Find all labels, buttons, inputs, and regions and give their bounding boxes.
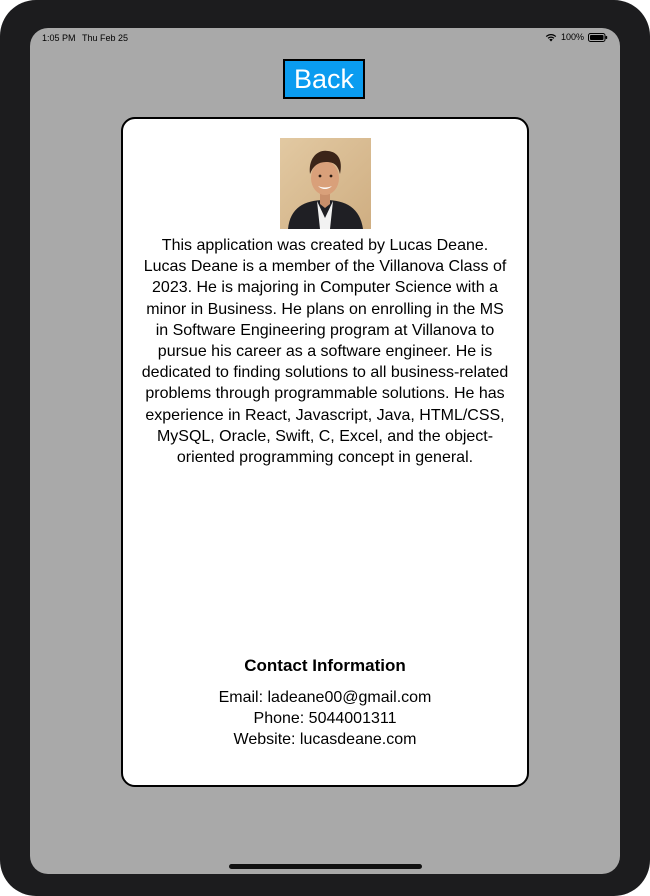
screen [30,28,620,874]
profile-photo [280,138,371,229]
battery-percent: 100% [560,32,584,42]
contact-heading: Contact Information [244,656,406,675]
status-date: Thu Feb 25 [82,33,129,43]
back-button[interactable]: Back [283,59,365,99]
contact-email: Email: ladeane00@gmail.com [218,689,432,706]
status-time: 1:05 PM [42,33,76,43]
battery-icon [588,33,608,42]
contact-phone: Phone: 5044001311 [253,710,397,727]
home-indicator[interactable] [229,864,422,869]
contact-website: Website: lucasdeane.com [233,731,417,748]
wifi-icon [545,33,557,42]
about-card [121,117,529,787]
status-bar [30,28,620,48]
about-text: This application was created by Lucas Deane. Lucas Deane is a member of the Villanova Class of 2023. He is majoring in Computer Science with a minor in Business. He plans on enrolling in the MS in Software Engineering program at Villanova to pursue his career as a software engineer. He is dedicated to finding solutions to all business-related problems through programmable solutions. He has experience in React, Javascript, Java, HTML/CSS, MySQL, Oracle, Swift, C, Excel, and the object-oriented programming concept in general. [141,237,509,467]
status-indicators [545,32,608,42]
contact-details [123,687,527,750]
